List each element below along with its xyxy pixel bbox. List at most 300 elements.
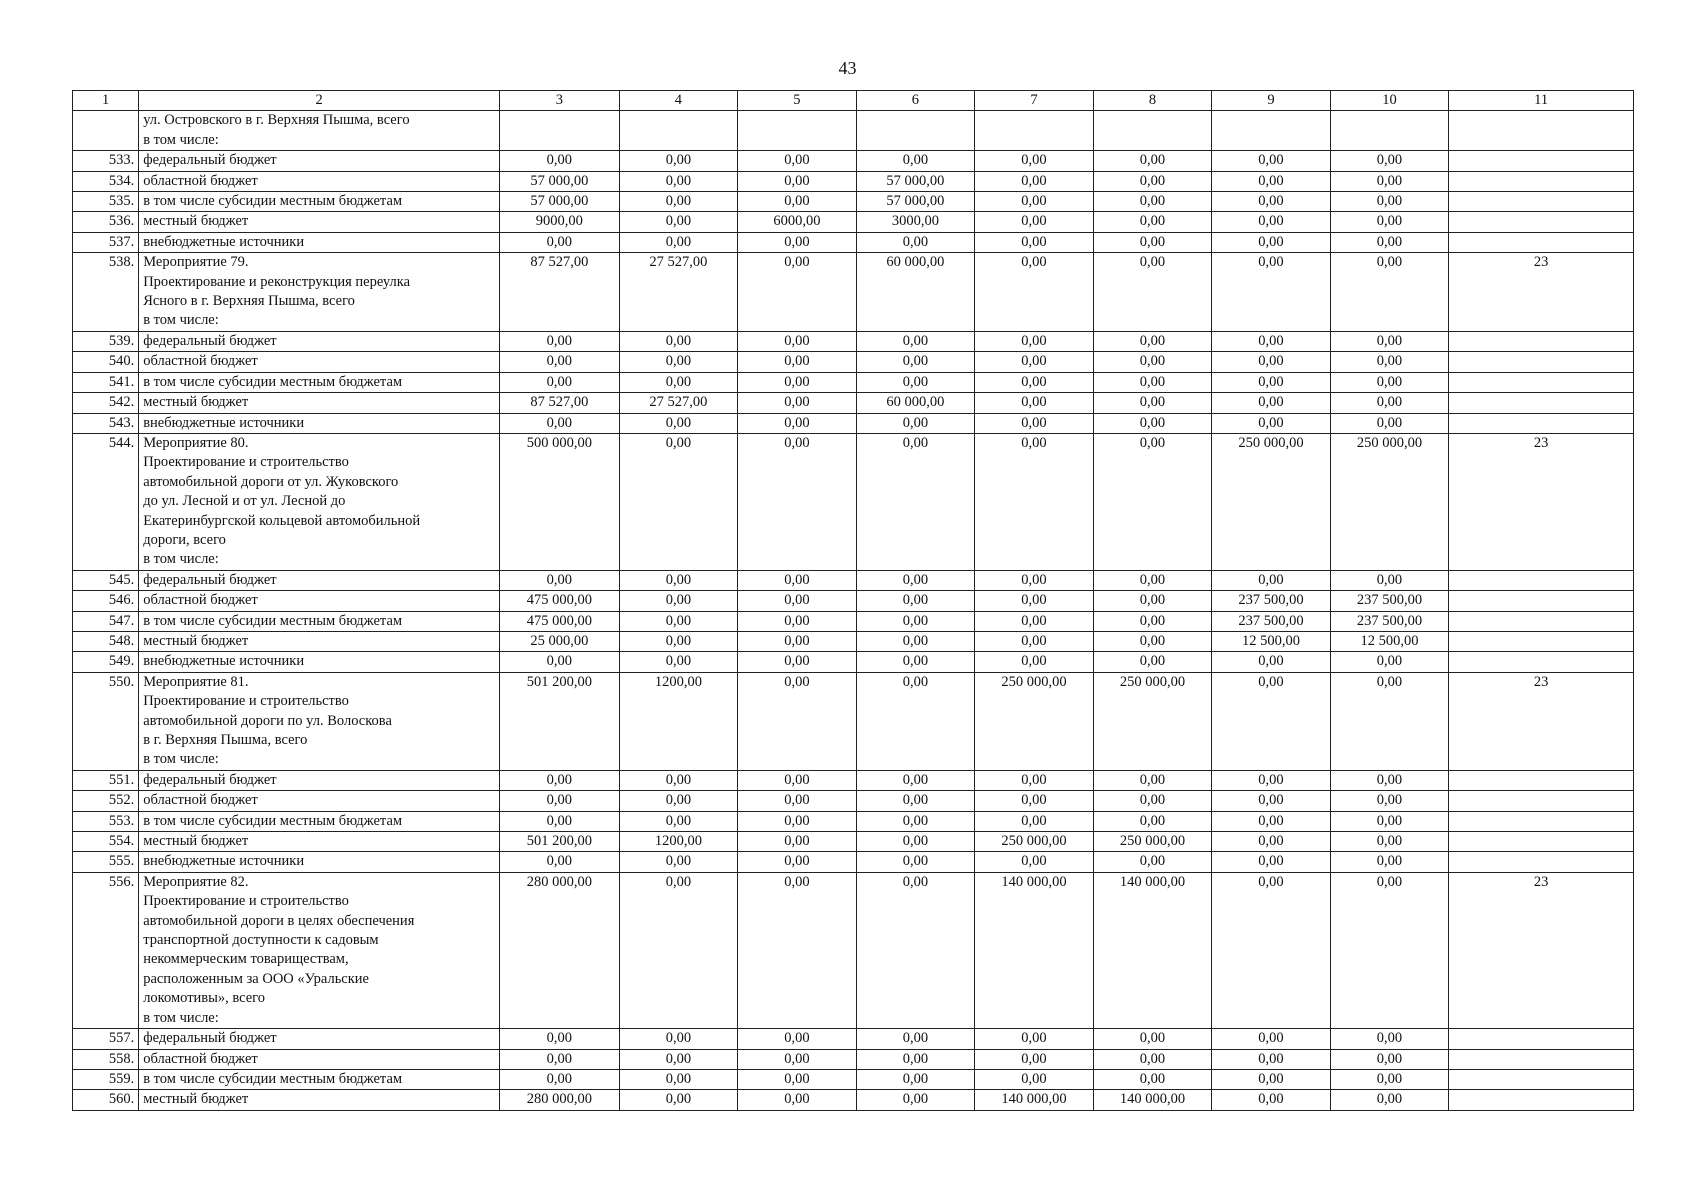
- amount-cell: 0,00: [1093, 811, 1212, 831]
- description-line: до ул. Лесной и от ул. Лесной до: [143, 493, 346, 510]
- amount-cell: 60 000,00: [856, 393, 975, 413]
- amount-cell: 237 500,00: [1212, 611, 1331, 631]
- amount-cell: 0,00: [1212, 570, 1331, 590]
- row-number: 536.: [73, 212, 139, 232]
- row-description: [139, 652, 500, 672]
- description-line: местный бюджет: [143, 632, 249, 649]
- amount-cell: 0,00: [619, 413, 738, 433]
- description-line: областной бюджет: [143, 172, 258, 189]
- amount-cell: 0,00: [975, 652, 1094, 672]
- description-line: внебюджетные источники: [143, 414, 305, 431]
- amount-cell: 0,00: [1093, 1069, 1212, 1089]
- amount-cell: 0,00: [975, 253, 1094, 332]
- amount-cell: 0,00: [619, 1090, 738, 1110]
- amount-cell: 0,00: [1093, 570, 1212, 590]
- description-line: федеральный бюджет: [143, 571, 277, 588]
- amount-cell: 0,00: [1093, 791, 1212, 811]
- amount-cell: 0,00: [1093, 232, 1212, 252]
- description-line: автомобильной дороги в целях обеспечения: [143, 912, 415, 929]
- amount-cell: 0,00: [1212, 151, 1331, 171]
- amount-cell: 0,00: [975, 192, 1094, 212]
- amount-cell: 0,00: [1330, 852, 1449, 872]
- description-line: в том числе субсидии местным бюджетам: [143, 373, 403, 390]
- description-line: дороги, всего: [143, 531, 226, 548]
- column-header: 10: [1330, 91, 1449, 111]
- amount-cell: 0,00: [738, 631, 857, 651]
- row-description: [139, 852, 500, 872]
- table-row: [73, 331, 1634, 351]
- description-line: областной бюджет: [143, 792, 258, 809]
- amount-cell: 0,00: [1330, 151, 1449, 171]
- row-description: [139, 413, 500, 433]
- row-description: [139, 672, 500, 770]
- amount-cell: 250 000,00: [1093, 832, 1212, 852]
- amount-cell: 0,00: [619, 631, 738, 651]
- amount-cell: 0,00: [1330, 253, 1449, 332]
- amount-cell: 0,00: [856, 611, 975, 631]
- reference-cell: 23: [1449, 672, 1634, 770]
- column-header: 5: [738, 91, 857, 111]
- amount-cell: 250 000,00: [975, 672, 1094, 770]
- table-row: [73, 832, 1634, 852]
- description-line: Проектирование и строительство: [143, 893, 349, 910]
- amount-cell: 0,00: [856, 1029, 975, 1049]
- table-body: [73, 111, 1634, 1110]
- reference-cell: [1449, 570, 1634, 590]
- row-description: [139, 1049, 500, 1069]
- amount-cell: 0,00: [1330, 770, 1449, 790]
- reference-cell: [1449, 832, 1634, 852]
- amount-cell: 237 500,00: [1330, 591, 1449, 611]
- amount-cell: 0,00: [1330, 413, 1449, 433]
- table-row: [73, 631, 1634, 651]
- amount-cell: 0,00: [500, 852, 620, 872]
- amount-cell: 140 000,00: [975, 872, 1094, 1028]
- row-description: [139, 570, 500, 590]
- amount-cell: 0,00: [1212, 171, 1331, 191]
- table-row: [73, 192, 1634, 212]
- reference-cell: [1449, 192, 1634, 212]
- row-description: [139, 253, 500, 332]
- amount-cell: 0,00: [856, 1090, 975, 1110]
- amount-cell: 0,00: [738, 393, 857, 413]
- amount-cell: 0,00: [1093, 253, 1212, 332]
- amount-cell: 0,00: [500, 770, 620, 790]
- amount-cell: 0,00: [1093, 171, 1212, 191]
- amount-cell: 0,00: [1212, 1069, 1331, 1089]
- description-line: внебюджетные источники: [143, 653, 305, 670]
- row-number: 534.: [73, 171, 139, 191]
- amount-cell: 0,00: [1093, 1049, 1212, 1069]
- amount-cell: 0,00: [1212, 811, 1331, 831]
- row-number: 542.: [73, 393, 139, 413]
- amount-cell: 0,00: [500, 570, 620, 590]
- amount-cell: 0,00: [856, 1049, 975, 1069]
- description-line: федеральный бюджет: [143, 152, 277, 169]
- reference-cell: [1449, 1049, 1634, 1069]
- amount-cell: [1212, 111, 1331, 151]
- amount-cell: 0,00: [619, 852, 738, 872]
- table-row: [73, 1069, 1634, 1089]
- reference-cell: [1449, 811, 1634, 831]
- description-line: ул. Островского в г. Верхняя Пышма, всего: [143, 112, 410, 129]
- amount-cell: [1093, 111, 1212, 151]
- amount-cell: 500 000,00: [500, 433, 620, 570]
- amount-cell: 475 000,00: [500, 611, 620, 631]
- row-number: 541.: [73, 372, 139, 392]
- column-header: 11: [1449, 91, 1634, 111]
- amount-cell: 0,00: [975, 352, 1094, 372]
- reference-cell: [1449, 111, 1634, 151]
- amount-cell: 0,00: [975, 1049, 1094, 1069]
- row-number: 555.: [73, 852, 139, 872]
- amount-cell: 0,00: [1330, 811, 1449, 831]
- amount-cell: 0,00: [619, 232, 738, 252]
- amount-cell: 0,00: [738, 1069, 857, 1089]
- amount-cell: 0,00: [619, 151, 738, 171]
- row-description: [139, 192, 500, 212]
- amount-cell: 0,00: [1093, 192, 1212, 212]
- amount-cell: 1200,00: [619, 672, 738, 770]
- table-row: [73, 171, 1634, 191]
- row-description: [139, 151, 500, 171]
- reference-cell: [1449, 852, 1634, 872]
- amount-cell: 0,00: [619, 212, 738, 232]
- amount-cell: 0,00: [738, 352, 857, 372]
- amount-cell: 0,00: [738, 1029, 857, 1049]
- column-header: 6: [856, 91, 975, 111]
- amount-cell: 0,00: [975, 372, 1094, 392]
- row-description: [139, 232, 500, 252]
- amount-cell: 0,00: [500, 331, 620, 351]
- description-line: в г. Верхняя Пышма, всего: [143, 732, 308, 748]
- amount-cell: 0,00: [1212, 1049, 1331, 1069]
- amount-cell: 0,00: [619, 791, 738, 811]
- amount-cell: 6000,00: [738, 212, 857, 232]
- row-number: 558.: [73, 1049, 139, 1069]
- amount-cell: 0,00: [500, 791, 620, 811]
- amount-cell: 0,00: [1330, 212, 1449, 232]
- amount-cell: 0,00: [975, 331, 1094, 351]
- amount-cell: 0,00: [856, 591, 975, 611]
- row-number: 550.: [73, 672, 139, 770]
- description-line: Проектирование и строительство: [143, 693, 349, 710]
- table-row: [73, 852, 1634, 872]
- reference-cell: [1449, 372, 1634, 392]
- amount-cell: 0,00: [975, 171, 1094, 191]
- table-row: [73, 872, 1634, 1028]
- amount-cell: 0,00: [1093, 352, 1212, 372]
- table-row: [73, 611, 1634, 631]
- column-header: 8: [1093, 91, 1212, 111]
- column-number-header: [73, 91, 1634, 111]
- amount-cell: 0,00: [619, 611, 738, 631]
- description-line: внебюджетные источники: [143, 853, 305, 870]
- amount-cell: 0,00: [738, 433, 857, 570]
- description-line: в том числе:: [143, 131, 219, 148]
- reference-cell: [1449, 171, 1634, 191]
- table-row: [73, 791, 1634, 811]
- amount-cell: 0,00: [856, 672, 975, 770]
- reference-cell: [1449, 393, 1634, 413]
- amount-cell: 501 200,00: [500, 672, 620, 770]
- amount-cell: 0,00: [856, 151, 975, 171]
- amount-cell: 87 527,00: [500, 253, 620, 332]
- description-line: федеральный бюджет: [143, 771, 277, 788]
- description-line: областной бюджет: [143, 592, 258, 609]
- row-number: 533.: [73, 151, 139, 171]
- table-row: [73, 212, 1634, 232]
- amount-cell: 0,00: [500, 151, 620, 171]
- description-line: областной бюджет: [143, 1050, 258, 1067]
- table-row: [73, 253, 1634, 332]
- amount-cell: 0,00: [1330, 331, 1449, 351]
- amount-cell: 0,00: [1212, 331, 1331, 351]
- amount-cell: 0,00: [500, 352, 620, 372]
- amount-cell: 1200,00: [619, 832, 738, 852]
- amount-cell: 0,00: [1330, 352, 1449, 372]
- amount-cell: 0,00: [619, 1049, 738, 1069]
- amount-cell: 0,00: [856, 232, 975, 252]
- description-line: расположенным за ООО «Уральские: [143, 970, 369, 987]
- row-number: 552.: [73, 791, 139, 811]
- row-description: [139, 1069, 500, 1089]
- reference-cell: [1449, 413, 1634, 433]
- amount-cell: 0,00: [975, 791, 1094, 811]
- amount-cell: 280 000,00: [500, 872, 620, 1028]
- table-row: [73, 770, 1634, 790]
- row-description: [139, 171, 500, 191]
- row-description: [139, 212, 500, 232]
- description-line: Ясного в г. Верхняя Пышма, всего: [143, 293, 355, 310]
- amount-cell: 0,00: [975, 1069, 1094, 1089]
- amount-cell: 0,00: [856, 652, 975, 672]
- reference-cell: 23: [1449, 433, 1634, 570]
- row-description: [139, 791, 500, 811]
- amount-cell: 0,00: [975, 852, 1094, 872]
- amount-cell: 0,00: [1093, 393, 1212, 413]
- amount-cell: 0,00: [619, 570, 738, 590]
- amount-cell: 0,00: [1330, 393, 1449, 413]
- amount-cell: 0,00: [1212, 372, 1331, 392]
- amount-cell: 25 000,00: [500, 631, 620, 651]
- amount-cell: 0,00: [1212, 832, 1331, 852]
- row-number: 539.: [73, 331, 139, 351]
- row-description: [139, 352, 500, 372]
- amount-cell: 12 500,00: [1330, 631, 1449, 651]
- amount-cell: 0,00: [856, 770, 975, 790]
- row-number: 559.: [73, 1069, 139, 1089]
- table-row: [73, 111, 1634, 151]
- reference-cell: [1449, 791, 1634, 811]
- amount-cell: 57 000,00: [856, 171, 975, 191]
- amount-cell: 0,00: [1212, 352, 1331, 372]
- amount-cell: 0,00: [1330, 372, 1449, 392]
- amount-cell: 0,00: [975, 811, 1094, 831]
- row-description: [139, 770, 500, 790]
- amount-cell: 12 500,00: [1212, 631, 1331, 651]
- reference-cell: [1449, 331, 1634, 351]
- reference-cell: [1449, 631, 1634, 651]
- description-line: в том числе:: [143, 312, 219, 329]
- amount-cell: 3000,00: [856, 212, 975, 232]
- amount-cell: 0,00: [738, 591, 857, 611]
- reference-cell: 23: [1449, 872, 1634, 1028]
- amount-cell: 0,00: [856, 1069, 975, 1089]
- amount-cell: 0,00: [738, 253, 857, 332]
- reference-cell: [1449, 1090, 1634, 1110]
- amount-cell: [619, 111, 738, 151]
- amount-cell: 0,00: [738, 852, 857, 872]
- amount-cell: 0,00: [975, 591, 1094, 611]
- table-row: [73, 393, 1634, 413]
- description-line: в том числе:: [143, 1009, 219, 1026]
- amount-cell: 0,00: [738, 652, 857, 672]
- amount-cell: 0,00: [856, 852, 975, 872]
- amount-cell: 0,00: [1093, 433, 1212, 570]
- amount-cell: 0,00: [738, 1090, 857, 1110]
- column-header: 4: [619, 91, 738, 111]
- amount-cell: 0,00: [738, 192, 857, 212]
- amount-cell: 475 000,00: [500, 591, 620, 611]
- amount-cell: 0,00: [738, 413, 857, 433]
- amount-cell: 0,00: [856, 832, 975, 852]
- amount-cell: 0,00: [1093, 591, 1212, 611]
- amount-cell: 0,00: [619, 433, 738, 570]
- row-number: 546.: [73, 591, 139, 611]
- row-number: 556.: [73, 872, 139, 1028]
- amount-cell: 0,00: [975, 393, 1094, 413]
- amount-cell: 0,00: [975, 151, 1094, 171]
- description-line: Мероприятие 82.: [143, 873, 249, 890]
- column-header: 1: [73, 91, 139, 111]
- amount-cell: 0,00: [1330, 1090, 1449, 1110]
- amount-cell: 0,00: [856, 631, 975, 651]
- amount-cell: 0,00: [975, 770, 1094, 790]
- reference-cell: [1449, 770, 1634, 790]
- row-number: 540.: [73, 352, 139, 372]
- description-line: федеральный бюджет: [143, 332, 277, 349]
- row-description: [139, 1029, 500, 1049]
- amount-cell: 0,00: [856, 433, 975, 570]
- reference-cell: [1449, 611, 1634, 631]
- description-line: областной бюджет: [143, 353, 258, 370]
- amount-cell: 0,00: [1330, 652, 1449, 672]
- description-line: некоммерческим товариществам,: [143, 951, 349, 968]
- amount-cell: 0,00: [856, 413, 975, 433]
- amount-cell: 237 500,00: [1330, 611, 1449, 631]
- reference-cell: [1449, 232, 1634, 252]
- amount-cell: 501 200,00: [500, 832, 620, 852]
- amount-cell: 0,00: [1093, 413, 1212, 433]
- amount-cell: 0,00: [619, 192, 738, 212]
- amount-cell: 0,00: [1212, 253, 1331, 332]
- amount-cell: 27 527,00: [619, 253, 738, 332]
- description-line: автомобильной дороги от ул. Жуковского: [143, 473, 399, 490]
- amount-cell: 0,00: [619, 331, 738, 351]
- amount-cell: 0,00: [1093, 770, 1212, 790]
- amount-cell: 0,00: [1212, 212, 1331, 232]
- amount-cell: 9000,00: [500, 212, 620, 232]
- amount-cell: 0,00: [1212, 1029, 1331, 1049]
- amount-cell: 0,00: [975, 232, 1094, 252]
- row-number: 535.: [73, 192, 139, 212]
- amount-cell: 0,00: [1330, 232, 1449, 252]
- amount-cell: 0,00: [619, 1029, 738, 1049]
- amount-cell: 0,00: [1093, 611, 1212, 631]
- amount-cell: 0,00: [1093, 631, 1212, 651]
- page-number: 43: [838, 58, 857, 78]
- amount-cell: 0,00: [1212, 1090, 1331, 1110]
- amount-cell: 87 527,00: [500, 393, 620, 413]
- description-line: местный бюджет: [143, 213, 249, 230]
- amount-cell: 0,00: [500, 652, 620, 672]
- description-line: в том числе субсидии местным бюджетам: [143, 1070, 403, 1087]
- description-line: местный бюджет: [143, 394, 249, 411]
- table-row: [73, 652, 1634, 672]
- amount-cell: 0,00: [975, 631, 1094, 651]
- amount-cell: 0,00: [500, 413, 620, 433]
- column-header: 9: [1212, 91, 1331, 111]
- amount-cell: 0,00: [1330, 192, 1449, 212]
- amount-cell: 0,00: [856, 331, 975, 351]
- table-row: [73, 433, 1634, 570]
- row-description: [139, 872, 500, 1028]
- row-number: 547.: [73, 611, 139, 631]
- row-description: [139, 832, 500, 852]
- row-number: 543.: [73, 413, 139, 433]
- table-row: [73, 1029, 1634, 1049]
- amount-cell: 0,00: [1212, 652, 1331, 672]
- amount-cell: 0,00: [500, 232, 620, 252]
- column-header: 7: [975, 91, 1094, 111]
- amount-cell: 0,00: [738, 811, 857, 831]
- amount-cell: 0,00: [619, 652, 738, 672]
- table-row: [73, 151, 1634, 171]
- description-line: в том числе субсидии местным бюджетам: [143, 612, 403, 629]
- amount-cell: 57 000,00: [500, 171, 620, 191]
- row-description: [139, 111, 500, 151]
- row-number: 544.: [73, 433, 139, 570]
- table-row: [73, 811, 1634, 831]
- column-header: 2: [139, 91, 500, 111]
- amount-cell: 0,00: [619, 171, 738, 191]
- amount-cell: 0,00: [1093, 372, 1212, 392]
- row-description: [139, 331, 500, 351]
- amount-cell: 0,00: [619, 591, 738, 611]
- amount-cell: 0,00: [738, 672, 857, 770]
- table-row: [73, 570, 1634, 590]
- amount-cell: 0,00: [975, 433, 1094, 570]
- description-line: в том числе субсидии местным бюджетам: [143, 193, 403, 210]
- amount-cell: 237 500,00: [1212, 591, 1331, 611]
- amount-cell: 0,00: [738, 151, 857, 171]
- description-line: внебюджетные источники: [143, 233, 305, 250]
- amount-cell: 250 000,00: [975, 832, 1094, 852]
- amount-cell: 140 000,00: [975, 1090, 1094, 1110]
- row-description: [139, 1090, 500, 1110]
- row-number: 553.: [73, 811, 139, 831]
- amount-cell: 0,00: [1093, 212, 1212, 232]
- amount-cell: 0,00: [619, 352, 738, 372]
- description-line: Проектирование и реконструкция переулка: [143, 273, 411, 290]
- amount-cell: 27 527,00: [619, 393, 738, 413]
- amount-cell: 0,00: [738, 791, 857, 811]
- amount-cell: 0,00: [500, 372, 620, 392]
- description-line: федеральный бюджет: [143, 1030, 277, 1047]
- amount-cell: 0,00: [500, 1029, 620, 1049]
- amount-cell: 0,00: [738, 611, 857, 631]
